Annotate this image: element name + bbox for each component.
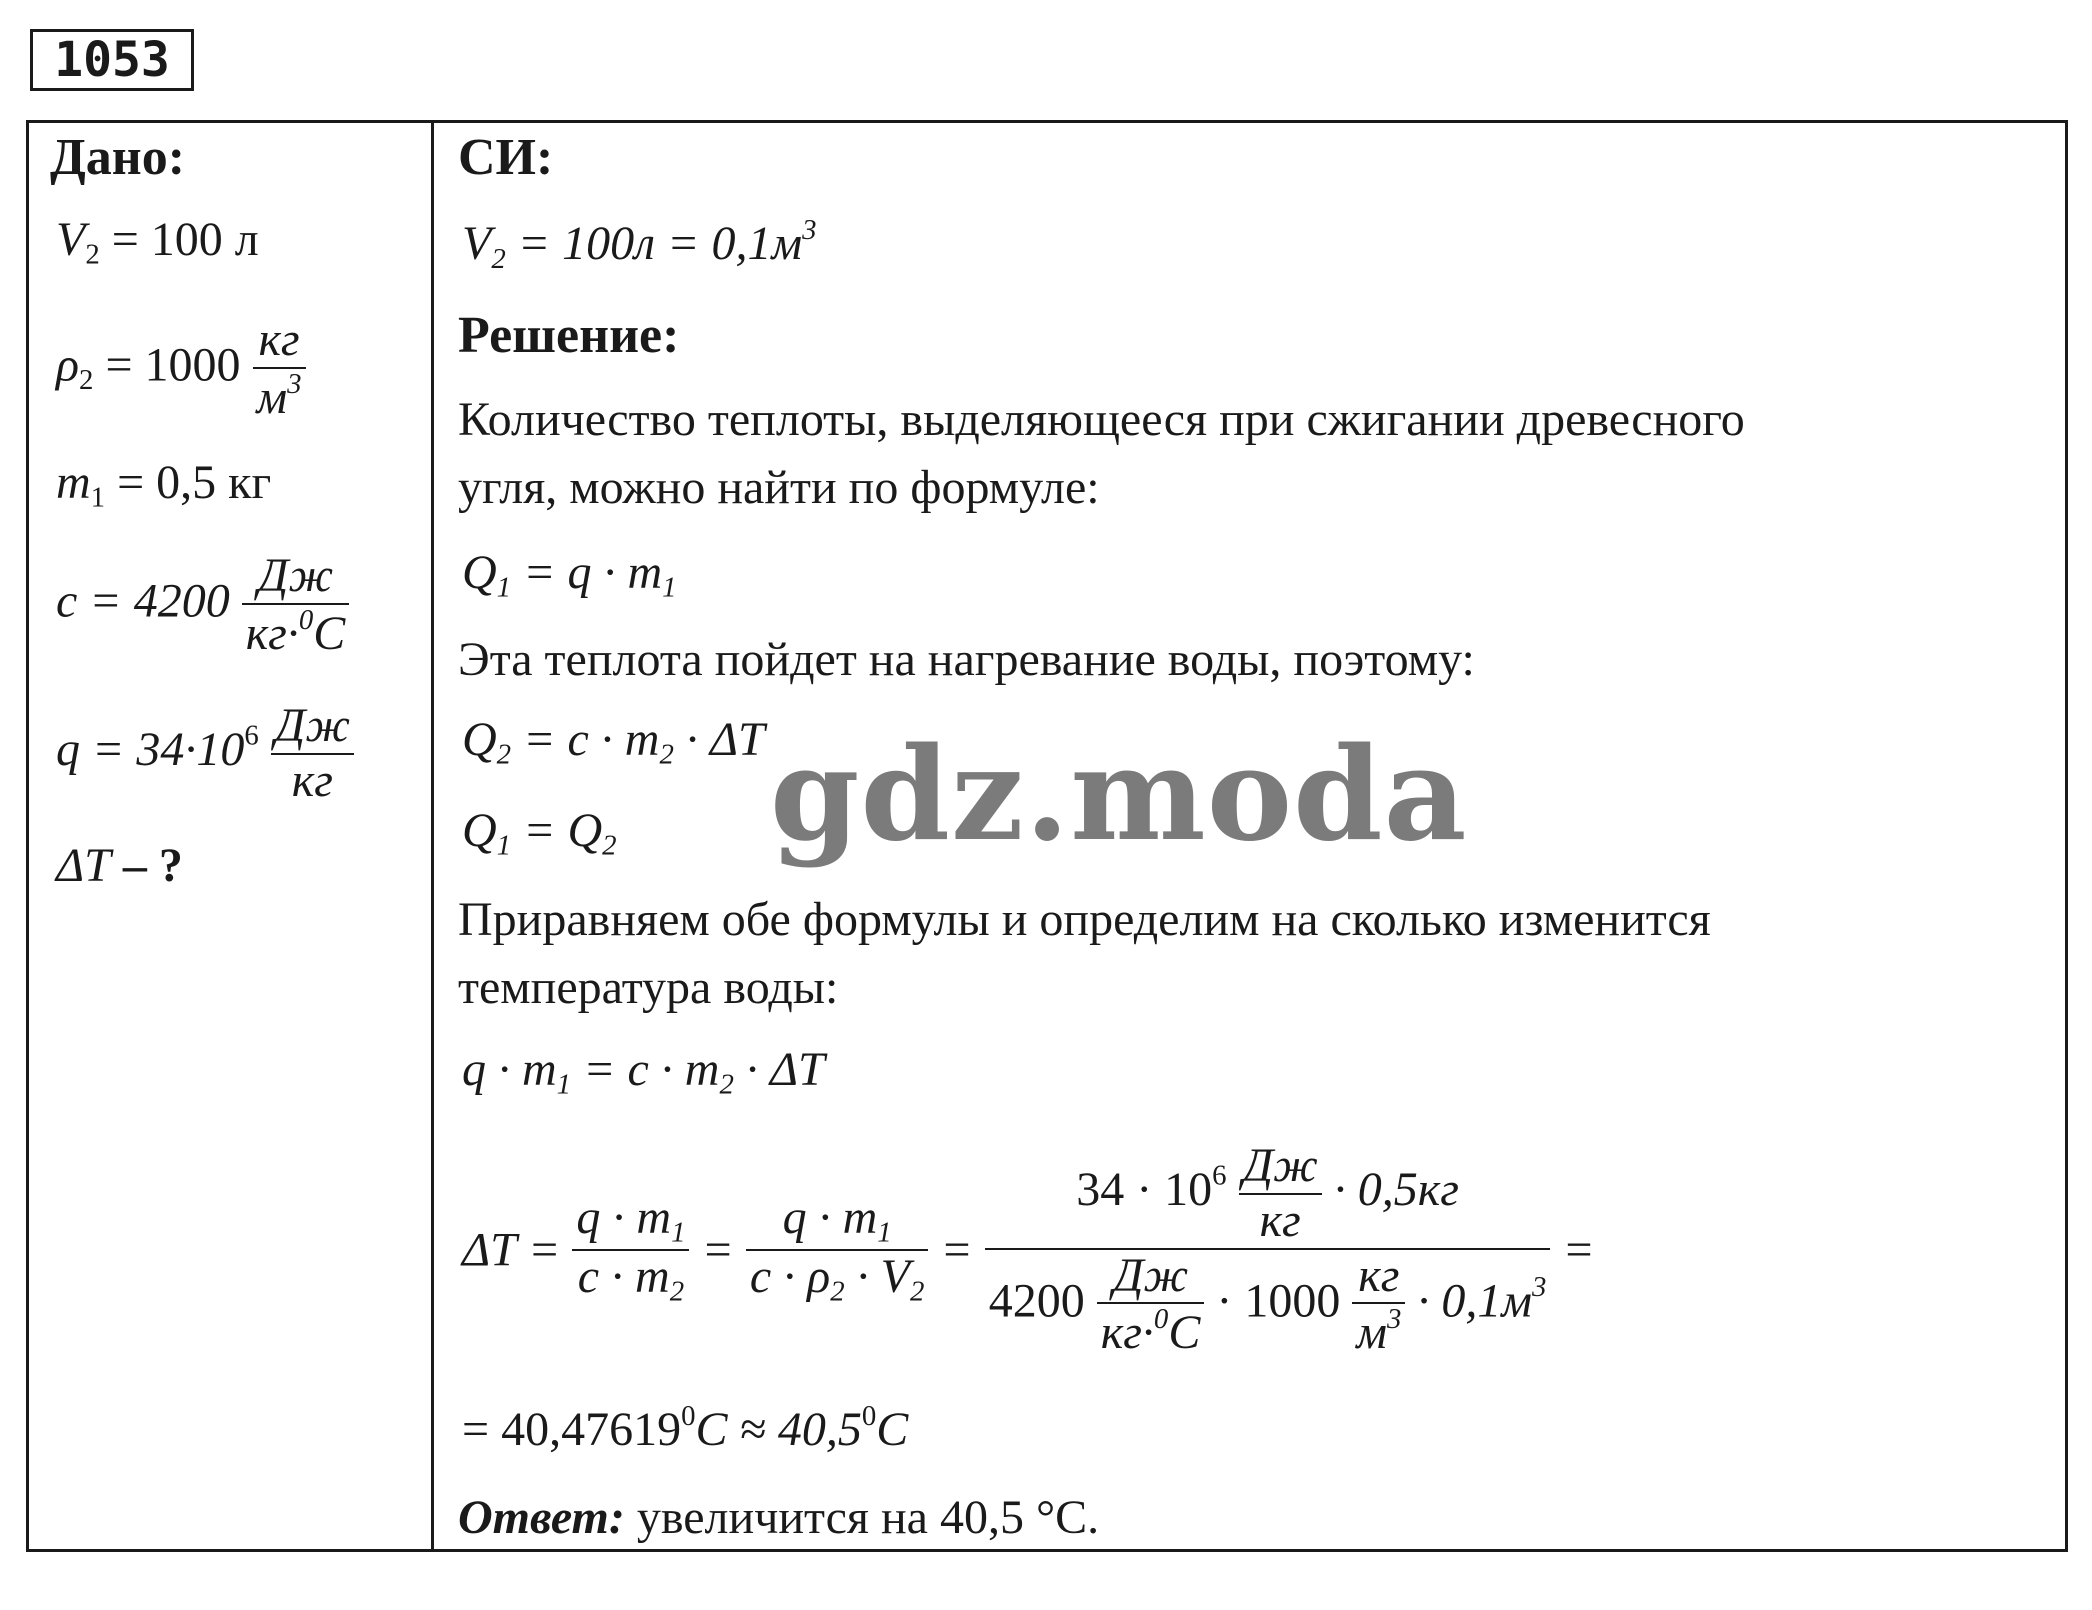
given-heading: Дано: [50,129,186,186]
si-v2: $V_2 = 100л = 0,1м^3$ [462,214,817,275]
given-v2: $V_2 = 100$ л [56,213,259,271]
given-unknown: ΔT – ? [56,839,183,892]
formula-q1: $Q_1 = q \cdot m_1$ [462,546,677,604]
given-m1: $m_1 = 0,5$ кг [56,456,272,514]
solution-heading: Решение: [458,307,680,364]
given-rho2: $\rho_2 = 1000$ $\frac{кг}{м^3}$ [56,314,306,425]
paragraph-1-line-2: угля, можно найти по формуле: [458,461,1100,514]
problem-number: 1053 [30,29,194,91]
paragraph-1-line-1: Количество теплоты, выделяющееся при сжигании древесного [458,393,1745,446]
formula-q2: $Q_2 = c \cdot m_2 \cdot \Delta T$ [462,713,765,771]
paragraph-2: Эта теплота пойдет на нагревание воды, поэтому: [458,633,1475,686]
paragraph-3-line-1: Приравняем обе формулы и определим на сколько изменится [458,893,1711,946]
answer: Ответ: увеличится на 40,5 °С. [458,1491,1100,1544]
formula-result: = $40,47619^0C \approx 40,5^0C$ [462,1400,909,1457]
paragraph-3-line-2: температура воды: [458,961,839,1014]
watermark: gdz.moda [770,720,1468,870]
given-c: c = 4200 $\frac{Дж}{кг\cdot^0C}$ [56,550,349,661]
given-q: $q = 34\cdot 10^6$ $\frac{Дж}{кг}$ [56,700,354,808]
formula-equate: $q \cdot m_1 = c \cdot m_2 \cdot \Delta T$ [462,1043,825,1101]
si-heading: СИ: [458,129,554,186]
formula-q1-eq-q2: $Q_1 = Q_2$ [462,804,617,862]
formula-delta-t: ΔT = $\frac{q \cdot m_1}{c \cdot m_2}$ = $\frac{q \cdot m_1}{c \cdot \rho_2 \cdot V_2}$ = $34 \cdot 10^6$ $\frac{Дж}{кг}$ · 0,5кг 4200 $\frac{Дж}{кг\cdot^0C}$ · 1000 $\frac{кг}{м^3}$ · $0,1м^3$ = [462,1139,1595,1360]
column-divider [431,120,434,1552]
